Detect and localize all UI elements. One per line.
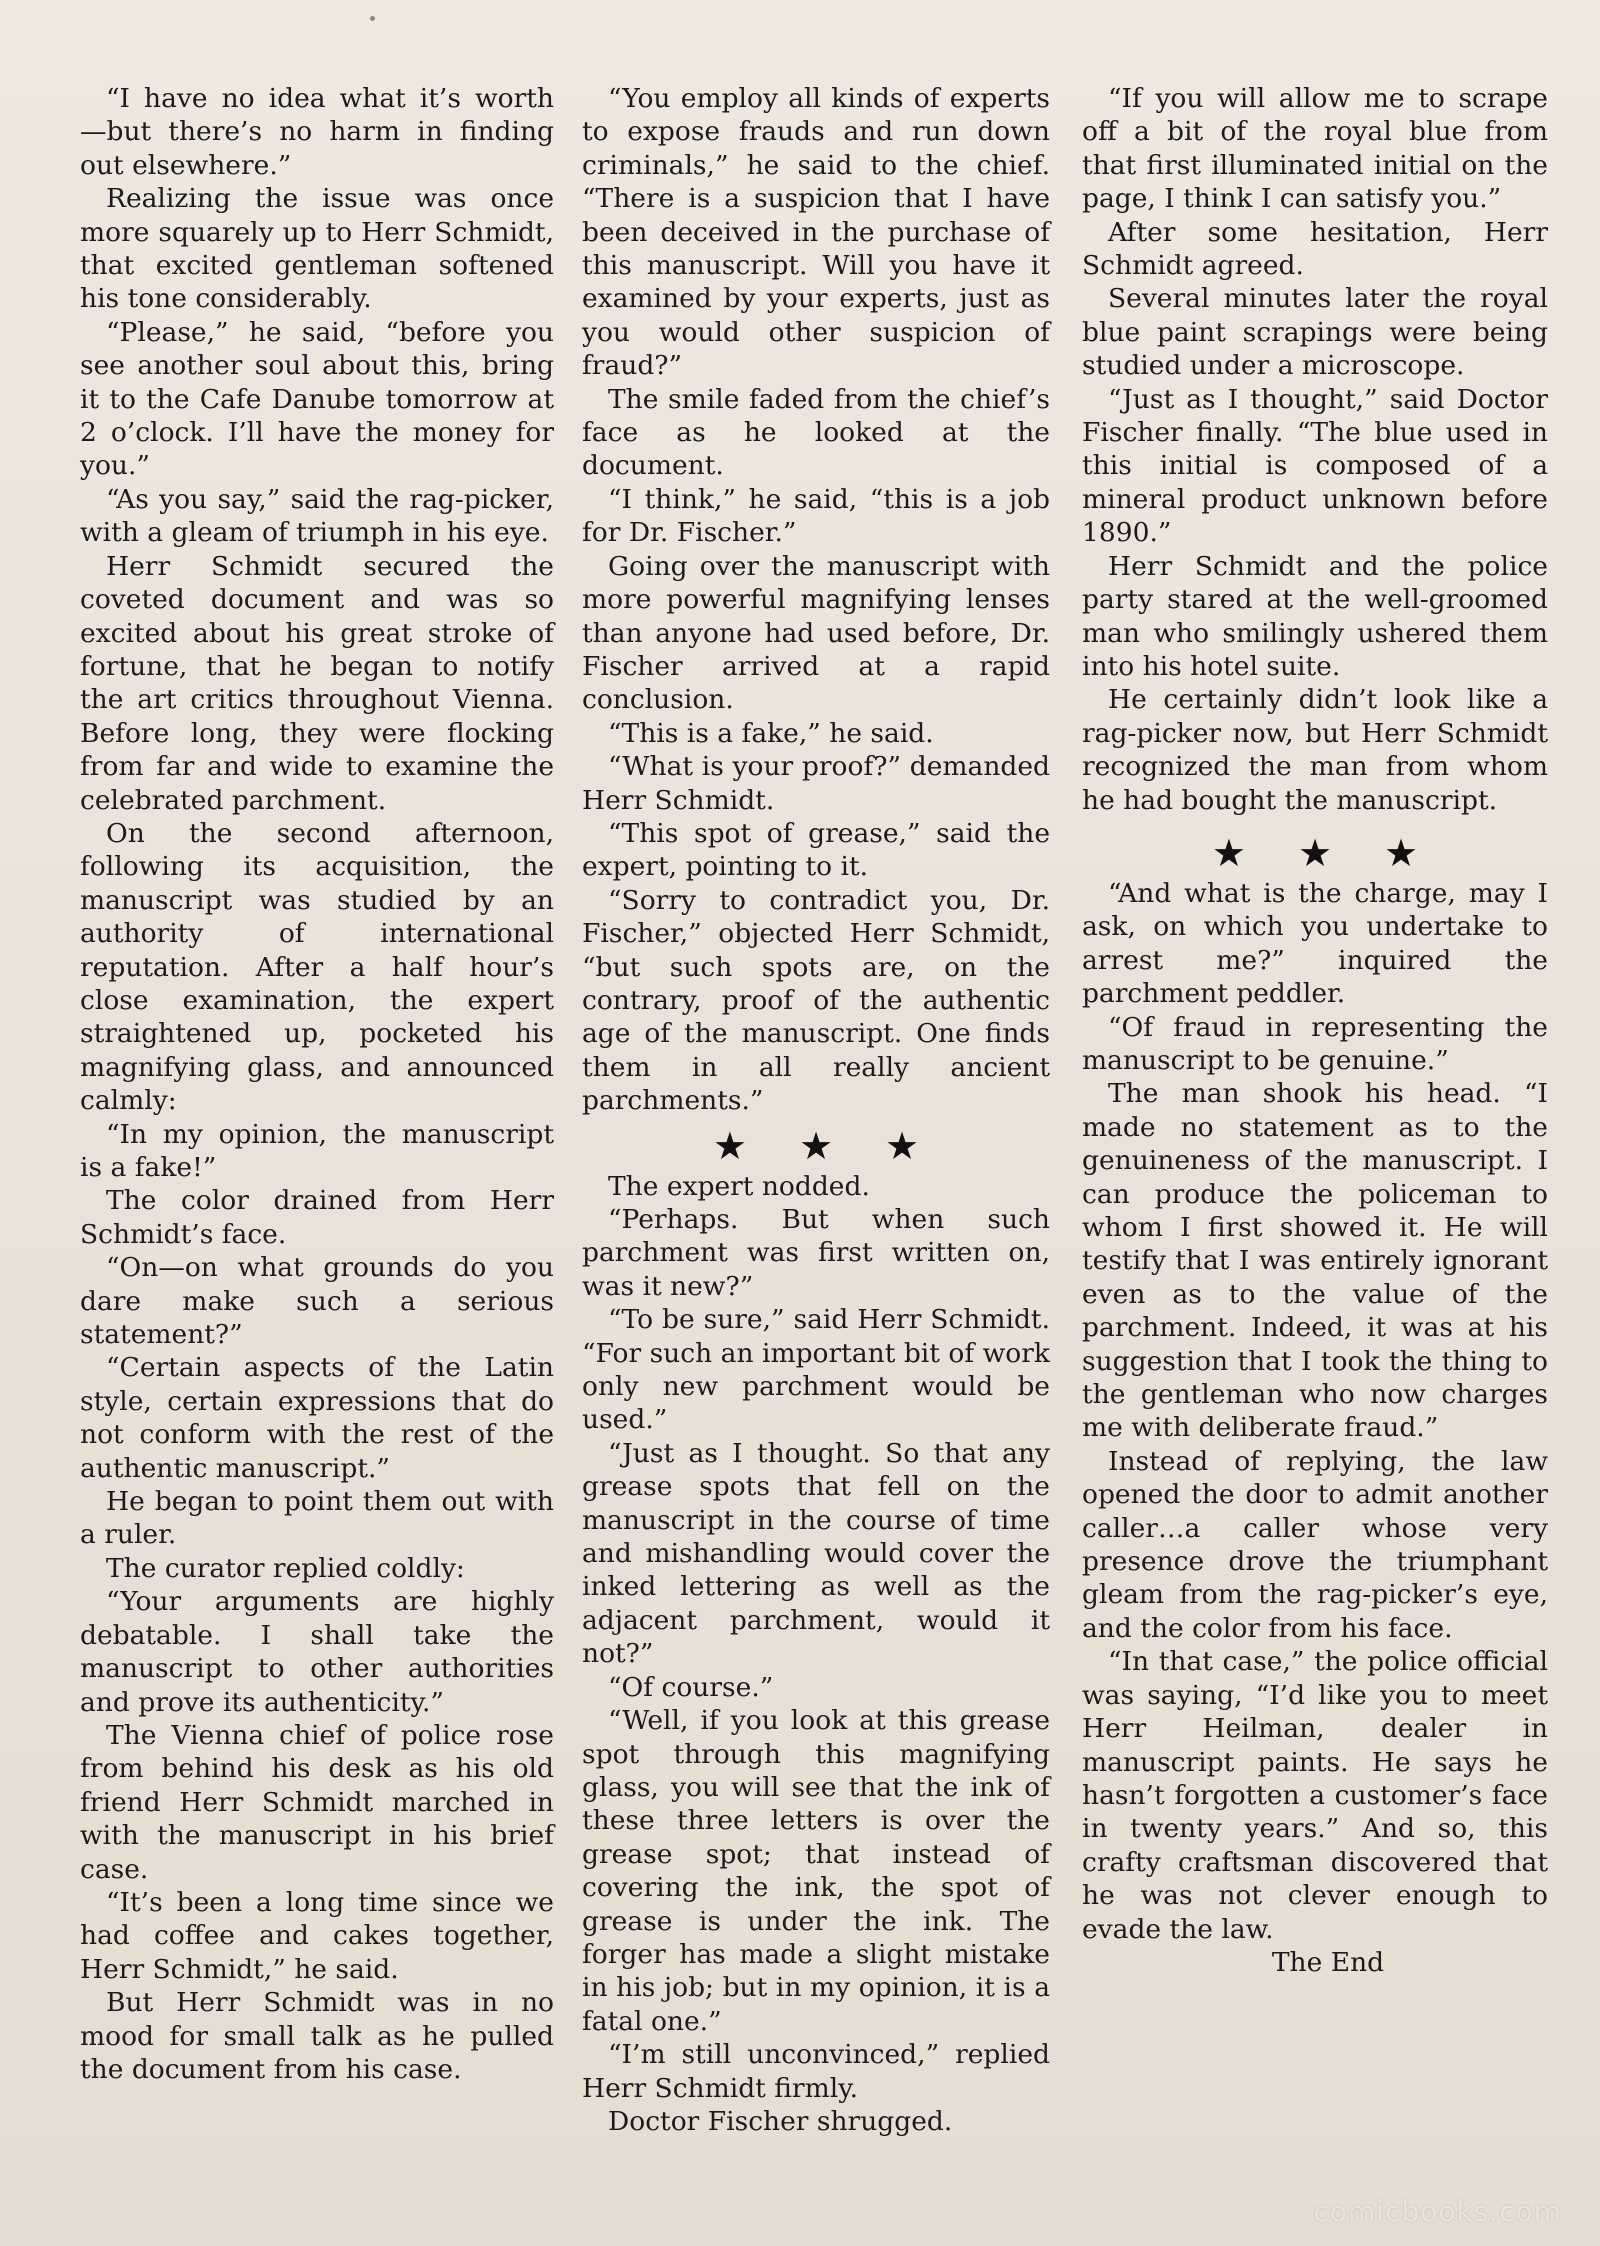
story-paragraph: Herr Schmidt and the police party stared at the well-groomed man who smilingly ushered them into his hotel suite. [1082, 550, 1548, 682]
story-paragraph: Realizing the issue was once more squarely up to Herr Schmidt, that excited gentleman softened his tone considerably. [80, 183, 554, 315]
story-paragraph: “To be sure,” said Herr Schmidt. “For such an important bit of work only new parchment would be used.” [582, 1304, 1050, 1436]
story-paragraph: “Certain aspects of the Latin style, certain expressions that do not conform with the rest of the authentic manuscript.” [80, 1352, 554, 1484]
star-icon: ★ [885, 1123, 920, 1168]
story-paragraph: “On—on what grounds do you dare make such a serious statement?” [80, 1252, 554, 1351]
story-paragraph: The Vienna chief of police rose from behind his desk as his old friend Herr Schmidt marched in with the manuscript in his brief case. [80, 1719, 554, 1885]
story-paragraph: “I’m still unconvinced,” replied Herr Schmidt firmly. [582, 2039, 1050, 2104]
story-paragraph: The expert nodded. [608, 1170, 870, 1202]
star-icon: ★ [1211, 830, 1246, 875]
story-paragraph: The color drained from Herr Schmidt’s face. [80, 1185, 554, 1250]
story-paragraph: “In my opinion, the manuscript is a fake!” [80, 1118, 554, 1183]
story-paragraph: The man shook his head. “I made no statement as to the genuineness of the manuscript. I can produce the policeman to whom I first showed it. He will testify that I was entirely ignorant even as to the value of the parchment. Indeed, it was at his suggestion that I took the thing to the gentleman who now charges me with deliberate fraud.” [1082, 1078, 1548, 1444]
story-paragraph: “In that case,” the police official was saying, “I’d like you to meet Herr Heilman, dealer in manuscript paints. He says he hasn’t forgotten a customer’s face in twenty years.” And so, this crafty craftsman discovered that he was not clever enough to evade the law. [1082, 1646, 1548, 1945]
watermark-text: comicbooks.com [1313, 2195, 1562, 2228]
the-end-label: The End [1271, 1946, 1385, 1978]
star-icon: ★ [798, 1123, 834, 1168]
story-paragraph: Going over the manuscript with more powerful magnifying lenses than anyone had used before, Dr. Fischer arrived at a rapid conclusion. [582, 550, 1050, 716]
column-2-part-a [582, 82, 1050, 1118]
story-paragraph: “What is your proof?” demanded Herr Schmidt. [582, 751, 1050, 816]
column-3-part-a [1082, 82, 1548, 817]
story-paragraph: He began to point them out with a ruler. [80, 1486, 554, 1551]
section-break-stars [1082, 829, 1548, 877]
paper-speck [370, 16, 375, 21]
text-column-3 [1082, 82, 1548, 1979]
story-paragraph: Several minutes later the royal blue paint scrapings were being studied under a microscope. [1082, 283, 1548, 382]
story-paragraph: “Just as I thought. So that any grease spots that fell on the manuscript in the course of time and mishandling would cover the inked lettering as well as the adjacent parchment, would it not?” [582, 1437, 1050, 1670]
story-paragraph: Doctor Fischer shrugged. [608, 2105, 953, 2137]
story-paragraph: “And what is the charge, may I ask, on which you undertake to arrest me?” inquired the parchment peddler. [1082, 877, 1548, 1010]
story-paragraph: “This is a fake,” he said. [608, 717, 934, 749]
story-paragraph: “Please,” he said, “before you see another soul about this, bring it to the Cafe Danube tomorrow at 2 o’clock. I’ll have the money for you.” [80, 316, 554, 482]
story-paragraph: “It’s been a long time since we had coffee and cakes together, Herr Schmidt,” he said. [80, 1886, 554, 1985]
column-2-part-b [582, 1170, 1050, 2139]
story-paragraph: “You employ all kinds of experts to expose frauds and run down criminals,” he said to the chief. “There is a suspicion that I have been deceived in the purchase of this manuscript. Will you have it examined by your experts, just as you would other suspicion of fraud?” [582, 83, 1050, 382]
story-paragraph: “Sorry to contradict you, Dr. Fischer,” objected Herr Schmidt, “but such spots are, on the contrary, proof of the authentic age of the manuscript. One finds them in all really ancient parchments.” [582, 884, 1050, 1117]
story-paragraph: Instead of replying, the law opened the door to admit another caller…a caller whose very presence drove the triumphant gleam from the rag-picker’s eye, and the color from his face. [1082, 1445, 1548, 1644]
star-icon: ★ [1297, 830, 1333, 875]
section-break-stars [582, 1122, 1050, 1170]
story-paragraph: “Perhaps. But when such parchment was first written on, was it new?” [582, 1204, 1050, 1302]
column-3-part-b [1082, 877, 1548, 1946]
text-column-2 [582, 82, 1050, 2138]
story-paragraph: “Of course.” [608, 1671, 774, 1703]
story-paragraph: He certainly didn’t look like a rag-picker now, but Herr Schmidt recognized the man from whom he had bought the manuscript. [1082, 684, 1548, 816]
story-paragraph: “Well, if you look at this grease spot through this magnifying glass, you will see that the ink of these three letters is over the grease spot; that instead of covering the ink, the spot of grease is under the ink. The forger has made a slight mistake in his job; but in my opinion, it is a fatal one.” [582, 1705, 1050, 2037]
story-paragraph: “If you will allow me to scrape off a bit of the royal blue from that first illuminated initial on the page, I think I can satisfy you.” [1082, 83, 1548, 215]
story-paragraph: “I think,” he said, “this is a job for Dr. Fischer.” [582, 483, 1050, 549]
story-paragraph: Herr Schmidt secured the coveted document and was so excited about his great stroke of fortune, that he began to notify the art critics throughout Vienna. Before long, they were flocking from far and wide to examine the celebrated parchment. [80, 550, 554, 816]
star-icon: ★ [712, 1123, 747, 1168]
story-paragraph: “Of fraud in representing the manuscript to be genuine.” [1082, 1011, 1548, 1076]
story-paragraph: “As you say,” said the rag-picker, with a gleam of triumph in his eye. [80, 483, 554, 549]
story-paragraph: The smile faded from the chief’s face as he looked at the document. [582, 383, 1050, 482]
story-paragraph: On the second afternoon, following its acquisition, the manuscript was studied by an authority of international reputation. After a half hour’s close examination, the expert straightened up, pocketed his magnifying glass, and announced calmly: [80, 817, 554, 1117]
story-paragraph: “Your arguments are highly debatable. I shall take the manuscript to other authorities and prove its authenticity.” [80, 1586, 554, 1718]
story-paragraph: “I have no idea what it’s worth —but there’s no harm in finding out elsewhere.” [80, 83, 554, 181]
story-paragraph: “This spot of grease,” said the expert, pointing to it. [582, 817, 1050, 883]
star-icon: ★ [1384, 830, 1419, 875]
story-paragraph: The curator replied coldly: [106, 1552, 465, 1584]
story-paragraph: “Just as I thought,” said Doctor Fischer finally. “The blue used in this initial is composed of a mineral product unknown before 1890.” [1082, 383, 1548, 549]
story-paragraph: After some hesitation, Herr Schmidt agreed. [1082, 216, 1548, 282]
text-column-1 [80, 82, 554, 2086]
story-paragraph: But Herr Schmidt was in no mood for small talk as he pulled the document from his case. [80, 1987, 554, 2085]
